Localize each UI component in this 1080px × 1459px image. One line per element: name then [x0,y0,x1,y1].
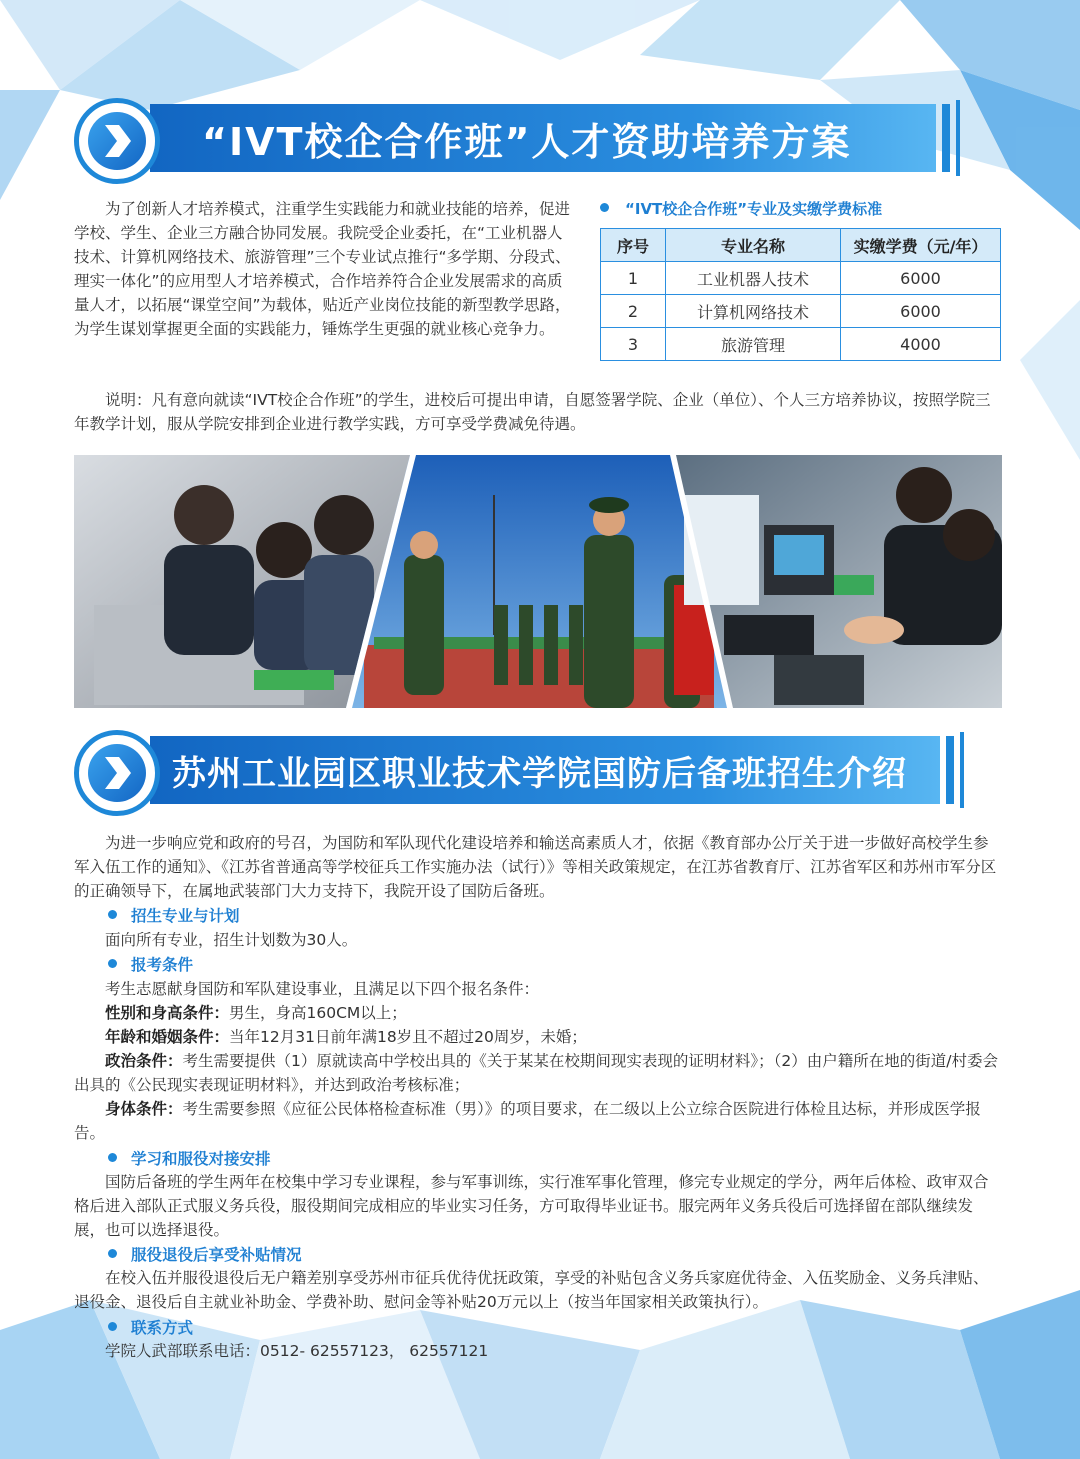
table-row [601,295,1001,328]
chevron-right-icon [93,749,141,797]
section2-title: 苏州工业园区职业技术学院国防后备班招生介绍 [172,753,907,794]
fee-table-title: “IVT校企合作班”专业及实缴学费标准 [600,198,882,219]
fee-table [600,228,1001,361]
section1-title-bar [150,104,936,172]
contact-text: 学院人武部联系电话：0512- 62557123， 62557121 [105,1342,489,1360]
condition-physical: 身体条件：考生需要参照《应征公民体格检查标准（男）》的项目要求，在二级以上公立综合医院进行体检且达标，并形成医学报告。 [74,1100,981,1142]
section2-banner [74,730,907,816]
section2-badge [74,730,160,816]
table-cell: 6000 [841,295,1001,328]
condition-political: 政治条件：考生需要提供（1）原就读高中学校出具的《关于某某在校期间现实表现的证明材料》；（2）由户籍所在地的街道/村委会出具的《公民现实表现证明材料》，并达到政治考核标准； [74,1052,998,1094]
banner-stripe [946,736,954,804]
table-cell: 计算机网络技术 [666,295,841,328]
bullet-dot-icon [108,959,117,968]
table-cell: 1 [601,262,666,295]
column-header: 序号 [601,229,666,262]
bullet-dot-icon [108,910,117,919]
table-row [601,262,1001,295]
table-header-row [601,229,1001,262]
subsidy-text: 在校入伍并服役退役后无户籍差别享受苏州市征兵优待优抚政策，享受的补贴包含义务兵家庭优待金、入伍奖励金、义务兵津贴、退役金、退役后自主就业补助金、学费补助、慰问金等补贴20万元以上（按当年国家相关政策执行）。 [74,1269,989,1311]
heading-study: 学习和服役对接安排 [108,1147,271,1169]
table-cell: 3 [601,328,666,361]
conditions-intro: 考生志愿献身国防和军队建设事业，且满足以下四个报名条件： [105,980,540,998]
banner-stripe [942,104,950,172]
section2-intro: 为进一步响应党和政府的号召，为国防和军队现代化建设培养和输送高素质人才，依据《教育部办公厅关于进一步做好高校学生参军入伍工作的通知》、《江苏省普通高等学校征兵工作实施办法（试行）》等相关政策规定，在江苏省教育厅、江苏省军区和苏州市军分区的正确领导下，在属地武装部门大力支持下，我院开设了国防后备班。 [74,834,997,900]
heading-conditions: 报考条件 [108,953,193,975]
bullet-dot-icon [108,1153,117,1162]
table-cell: 4000 [841,328,1001,361]
section2-title-bar [150,736,940,804]
plan-text: 面向所有专业，招生计划数为30人。 [105,931,358,949]
section1-banner [74,98,894,184]
table-cell: 2 [601,295,666,328]
study-text: 国防后备班的学生两年在校集中学习专业课程，参与军事训练，实行准军事化管理，修完专业规定的学分，两年后体检、政审双合格后进入部队正式服义务兵役，服役期间完成相应的毕业实习任务，方可取得毕业证书。服完两年义务兵役后可选择留在部队继续发展，也可以选择退役。 [74,1173,989,1239]
bullet-dot-icon [600,203,609,212]
section1-note: 说明：凡有意向就读“IVT校企合作班”的学生，进校后可提出申请，自愿签署学院、企业（单位）、个人三方培养协议，按照学院三年教学计划，服从学院安排到企业进行教学实践，方可享受学费减免待遇。 [74,391,991,433]
table-cell: 工业机器人技术 [666,262,841,295]
table-cell: 旅游管理 [666,328,841,361]
bullet-dot-icon [108,1322,117,1331]
chevron-right-icon [93,117,141,165]
heading-subsidy: 服役退役后享受补贴情况 [108,1243,302,1265]
heading-plan: 招生专业与计划 [108,904,240,926]
table-row [601,328,1001,361]
banner-stripe [956,100,960,176]
heading-contact: 联系方式 [108,1316,193,1338]
banner-stripe [960,732,964,808]
column-header: 实缴学费（元/年） [841,229,1001,262]
condition-age-marriage: 年龄和婚姻条件：当年12月31日前年满18岁且不超过20周岁，未婚； [105,1028,587,1046]
bullet-dot-icon [108,1249,117,1258]
photo-strip [74,455,1002,708]
table-cell: 6000 [841,262,1001,295]
section1-badge [74,98,160,184]
condition-gender-height: 性别和身高条件：男生，身高160CM以上； [105,1004,407,1022]
column-header: 专业名称 [666,229,841,262]
section1-title: “IVT校企合作班”人才资助培养方案 [202,119,852,164]
section1-intro: 为了创新人才培养模式，注重学生实践能力和就业技能的培养，促进学校、学生、企业三方融合协同发展。我院受企业委托，在“工业机器人技术、计算机网络技术、旅游管理”三个专业试点推行“多学期、分段式、理实一体化”的应用型人才培养模式，合作培养符合企业发展需求的高质量人才，以拓展“课堂空间”为载体，贴近产业岗位技能的新型教学思路，为学生谋划掌握更全面的实践能力，锤炼学生更强的就业核心竞争力。 [74,200,571,338]
